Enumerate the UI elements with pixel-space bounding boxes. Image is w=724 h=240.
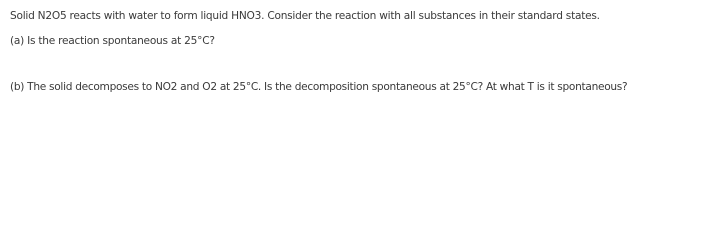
question-part-b: (b) The solid decomposes to NO2 and O2 at 25°C. Is the decomposition spontaneous at 25°C? At what T is it spontaneous? (10, 81, 628, 93)
question-document (0, 0, 724, 102)
problem-statement: Solid N2O5 reacts with water to form liquid HNO3. Consider the reaction with all substances in their standard states. (10, 10, 600, 22)
question-part-a: (a) Is the reaction spontaneous at 25°C? (10, 35, 215, 47)
